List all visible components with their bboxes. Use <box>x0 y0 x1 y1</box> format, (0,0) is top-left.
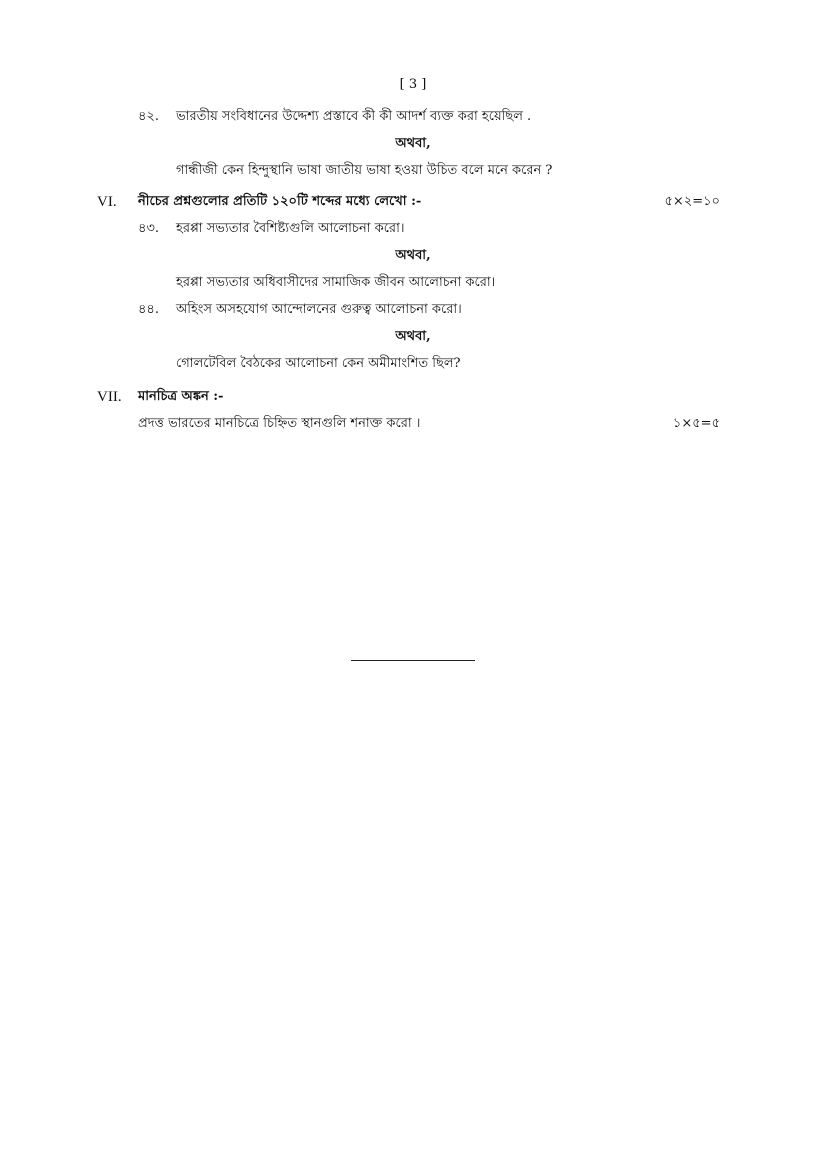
section-vi-heading: নীচের প্রশ্নগুলোর প্রতিটি ১২০টি শব্দের মধ্যে লেখো :- <box>138 194 422 209</box>
section-vi-marks: ৫×২=১০ <box>664 194 720 209</box>
q43-text: হরপ্পা সভ্যতার বৈশিষ্ট্যগুলি আলোচনা করো। <box>176 221 405 236</box>
q42-text: ভারতীয় সংবিধানের উদ্দেশ্য প্রস্তাবে কী কী আদর্শ ব্যক্ত করা হয়েছিল . <box>176 109 532 124</box>
section-vii-heading: মানচিত্র অঙ্কন :- <box>138 389 224 404</box>
q42-or: অথবা, <box>395 136 431 151</box>
q42-number: ৪২. <box>138 109 160 124</box>
q43-alt-text: হরপ্পা সভ্যতার অধিবাসীদের সামাজিক জীবন আলোচনা করো। <box>176 275 496 290</box>
section-vii-numeral: VII. <box>97 389 122 405</box>
q44-number: ৪৪. <box>138 302 160 317</box>
section-vii-text: প্রদত্ত ভারতের মানচিত্রে চিহ্নিত স্থানগুলি শনাক্ত করো । <box>138 416 421 431</box>
section-vii-marks: ১×৫=৫ <box>672 416 720 431</box>
q44-alt-text: গোলটেবিল বৈঠকের আলোচনা কেন অমীমাংশিত ছিল? <box>176 356 461 371</box>
end-of-paper-rule <box>351 660 475 661</box>
q44-text: অহিংস অসহযোগ আন্দোলনের গুরুত্ব আলোচনা করো। <box>176 302 462 317</box>
q43-or: অথবা, <box>395 248 431 263</box>
section-vi-numeral: VI. <box>97 194 117 210</box>
page-number: [ 3 ] <box>399 77 427 92</box>
q44-or: অথবা, <box>395 329 431 344</box>
q43-number: ৪৩. <box>138 221 160 236</box>
q42-alt-text: গান্ধীজী কেন হিন্দুস্থানি ভাষা জাতীয় ভাষা হওয়া উচিত বলে মনে করেন ? <box>176 163 553 178</box>
